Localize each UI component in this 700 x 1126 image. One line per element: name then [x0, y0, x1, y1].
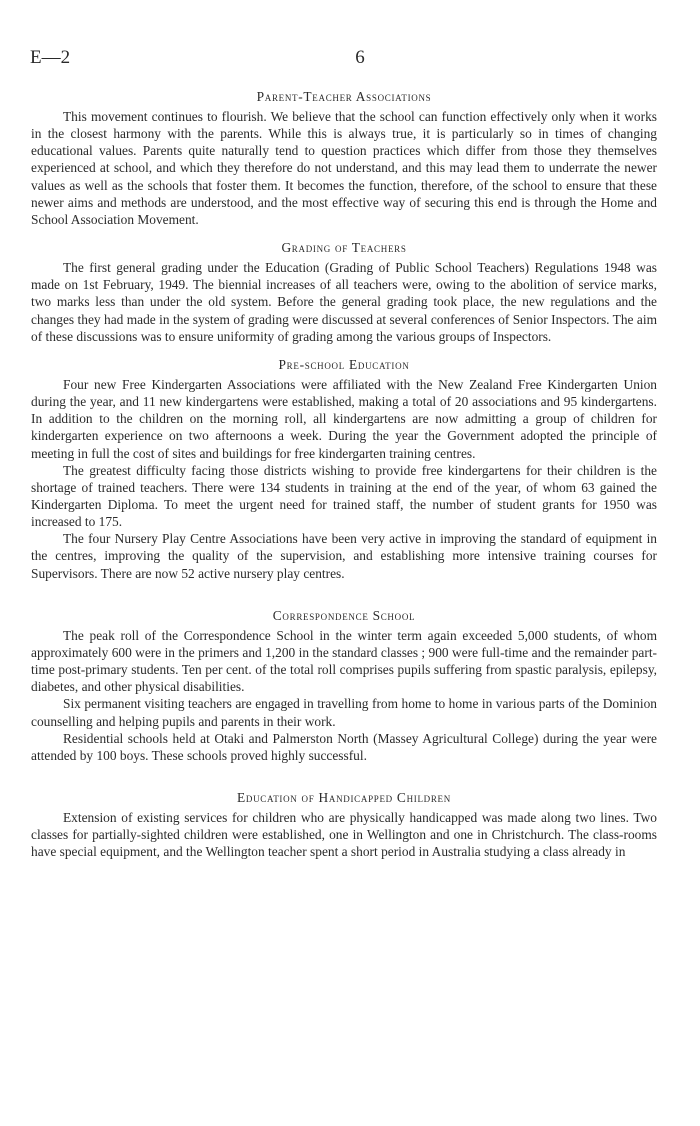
page-number: 6: [355, 47, 365, 68]
section-heading: Grading of Teachers: [281, 240, 407, 256]
section-heading: Parent-Teacher Associations: [256, 89, 432, 104]
paragraph: Residential schools held at Otaki and Palmerston North (Massey Agricultural College) during the year were attended by 100 boys. These schools proved highly successful.: [31, 730, 657, 763]
paragraph: The four Nursery Play Centre Associations have been very active in improving the standard of equipment in the centres, improving the quality of the supervision, and establishing more intensive training courses for Supervisors. There are now 52 active nursery play centres.: [31, 531, 657, 581]
paragraph: This movement continues to flourish. We believe that the school can function effectively only when it works in the closest harmony with the parents. While this is always true, it is particularly so in times of changing educational values. Parents quite naturally tend to question practices which differ from those they themselves experienced at school, and which they therefore do not understand, and this may lead them to underrate the newer values as well as the schools that foster them. It becomes the function, therefore, of the school to ensure that these newer aims and methods are understood, and the most effective way of securing this end is through the Home and School Association Movement.: [31, 109, 657, 227]
paragraph: The first general grading under the Education (Grading of Public School Teachers) Regulations 1948 was made on 1st February, 1949. The biennial increases of all teachers were, owing to the abolition of service marks, two marks less than under the old system. Before the general grading took place, the new regulations and the changes they had made in the system of grading were discussed at several conferences of Senior Inspectors. The aim of these discussions was to ensure uniformity of grading among the various groups of Inspectors.: [31, 260, 657, 344]
section-parent-teacher-associations: [31, 88, 657, 228]
section-heading: Pre-school Education: [278, 356, 410, 372]
running-header: [30, 46, 670, 70]
section-heading: Education of Handicapped Children: [237, 790, 451, 805]
paragraph: The greatest difficulty facing those districts wishing to provide free kindergartens for their children is the shortage of trained teachers. There were 134 students in training at the end of the year, of whom 63 gained the Kindergarten Diploma. To meet the urgent need for trained staff, the number of student grants for 1950 was increased to 175.: [31, 462, 657, 530]
section-grading-of-teachers: [31, 239, 657, 345]
section-pre-school-education: [31, 356, 657, 582]
paragraph: Extension of existing services for children who are physically handicapped was made along two lines. Two classes for partially-sighted children were established, one in Wellington and one in Christchurch. The class-rooms have special equipment, and the Wellington teacher spent a short period in Australia studying a class already in: [31, 810, 657, 860]
paragraph: The peak roll of the Correspondence School in the winter term again exceeded 5,000 students, of whom approximately 600 were in the primers and 1,200 in the standard classes ; 900 were full-time and the remainder part-time post-primary students. Ten per cent. of the total roll comprises pupils suffering from spastic paralysis, epilepsy, diabetes, and other physical disabilities.: [31, 627, 657, 695]
section-correspondence-school: [31, 607, 657, 764]
paragraph: Six permanent visiting teachers are engaged in travelling from home to home in various parts of the Dominion counselling and helping pupils and parents in their work.: [31, 696, 657, 729]
section-heading: Correspondence School: [272, 607, 416, 623]
section-education-of-handicapped-children: [31, 789, 657, 860]
paragraph: Four new Free Kindergarten Associations were affiliated with the New Zealand Free Kindergarten Union during the year, and 11 new kindergartens were established, making a total of 20 associations and 95 kindergartens. In addition to the children on the morning roll, all kindergartens are now admitting a group of children for kindergarten experience on two afternoons a week. During the year the Government adopted the principle of meeting in full the cost of sites and buildings for free kindergarten training centres.: [31, 376, 657, 461]
page-body: [31, 88, 657, 860]
document-reference: E—2: [30, 47, 71, 68]
